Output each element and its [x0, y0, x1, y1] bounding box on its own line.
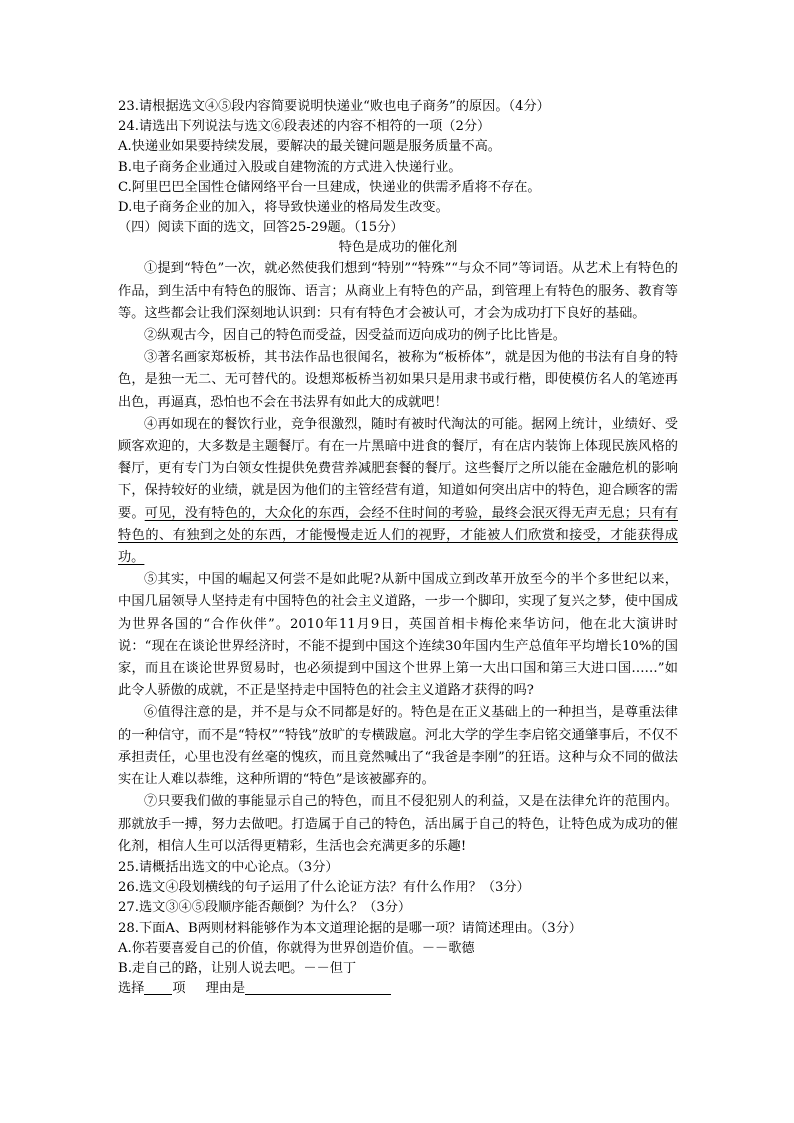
answer-reason-label: 理由是 — [205, 981, 246, 997]
answer-line — [118, 979, 678, 999]
article-paragraph-3: ③著名画家郑板桥，其书法作品也很闻名，被称为“板桥体”，就是因为他的书法有自身的特色，是独一无二、无可替代的。设想郑板桥当初如果只是用隶书或行楷，即使模仿名人的笔迹再出色，再逼真，恐怕也不会在书法界有如此大的成就吧！ — [118, 350, 678, 410]
question-24-option-c: C.阿里巴巴全国性仓储网络平台一旦建成，快递业的供需矛盾将不存在。 — [118, 179, 541, 195]
article-paragraph-1: ①提到“特色”一次，就必然使我们想到“特别”“特殊”“与众不同”等词语。从艺术上有特色的作品，到生活中有特色的服饰、语言；从商业上有特色的产品，到管理上有特色的服务、教育等等。这些都会让我们深刻地认识到：只有有特色才会被认可，才会为成功打下良好的基础。 — [118, 261, 678, 321]
answer-choice-blank[interactable] — [144, 980, 172, 995]
question-25: 25.请概括出选文的中心论点。（3分） — [118, 859, 339, 875]
article-paragraph-7: ⑦只要我们做的事能显示自己的特色，而且不侵犯别人的利益，又是在法律允许的范围内。那就放手一搏，努力去做吧。打造属于自己的特色，活出属于自己的特色，让特色成为成功的催化剂，相信人生可以活得更精彩，生活也会充满更多的乐趣! — [118, 794, 678, 854]
answer-reason-blank[interactable] — [245, 980, 391, 995]
article-paragraph-4 — [118, 414, 678, 569]
question-26: 26.选文④段划横线的句子运用了什么论证方法？有什么作用？（3分） — [118, 880, 530, 896]
question-24-option-b: B.电子商务企业通过入股或自建物流的方式进入快递行业。 — [118, 159, 462, 175]
paragraph-4-underlined-sentence: 可见，没有特色的，大众化的东西，会经不住时间的考验，最终会泯灭得无声无息；只有有特色的、有独到之处的东西，才能慢慢走近人们的视野，才能被人们欣赏和接受，才能获得成功。 — [118, 505, 679, 566]
article-paragraph-5: ⑤其实，中国的崛起又何尝不是如此呢?从新中国成立到改革开放至今的半个多世纪以来，中国几届领导人坚持走有中国特色的社会主义道路，一步一个脚印，实现了复兴之梦，使中国成为世界各国的“合作伙伴”。2010年11月9日，英国首相卡梅伦来华访问，他在北大演讲时说：“现在在谈论世界经济时，不能不提到中国这个连续30年国内生产总值年平均增长10%的国家，而且在谈论世界贸易时，也必须提到中国这个世界上第一大出口国和第三大进口国……”如此令人骄傲的成就，不正是坚持走中国特色的社会主义道路才获得的吗? — [118, 572, 678, 699]
question-24-option-a: A.快递业如果要持续发展，要解决的最关键问题是服务质量不高。 — [118, 139, 501, 155]
question-28: 28.下面A、B两则材料能够作为本文道理论据的是哪一项？请简述理由。（3分） — [118, 920, 582, 936]
question-27: 27.选文③④⑤段顺序能否颠倒？为什么？（3分） — [118, 900, 412, 916]
exam-page — [118, 97, 678, 999]
question-28-option-a: A.你若要喜爱自己的价值，你就得为世界创造价值。－－歌德 — [118, 940, 475, 956]
answer-choice-label: 选择 — [118, 981, 145, 997]
paragraph-4-text: ④再如现在的餐饮行业，竞争很激烈，随时有被时代淘汰的可能。据网上统计，业绩好、受顾客欢迎的，大多数是主题餐厅。有在一片黑暗中进食的餐厅，有在店内装饰上体现民族风格的餐厅，更有专门为白领女性提供免费营养减肥套餐的餐厅。这些餐厅之所以能在金融危机的影响下，保持较好的业绩，就是因为他们的主管经营有道，知道如何突出店中的特色，迎合顾客的需要。 — [118, 416, 678, 521]
section-4-intro: （四）阅读下面的选文，回答25-29题。（15分） — [118, 220, 404, 236]
article-paragraph-2: ②纵观古今，因自己的特色而受益，因受益而迈向成功的例子比比皆是。 — [144, 328, 566, 344]
question-28-option-b: B.走自己的路，让别人说去吧。－－但丁 — [118, 960, 357, 976]
question-24: 24.请选出下列说法与选文⑥段表述的内容不相符的一项（2分） — [118, 119, 491, 135]
question-24-option-d: D.电子商务企业的加入，将导致快递业的格局发生改变。 — [118, 200, 449, 216]
article-paragraph-6: ⑥值得注意的是，并不是与众不同都是好的。特色是在正义基础上的一种担当，是尊重法律的一种信守，而不是“特权”“特钱”放旷的专横跋扈。河北大学的学生李启铭交通肇事后，不仅不承担责任，心里也没有丝毫的愧疚，而且竟然喊出了“我爸是李刚”的狂语。这种与众不同的做法实在让人难以恭维，这种所谓的“特色”是该被鄙弃的。 — [118, 705, 678, 788]
article-title: 特色是成功的催化剂 — [338, 240, 458, 256]
question-23: 23.请根据选文④⑤段内容简要说明快递业“败也电子商务”的原因。（4分） — [118, 99, 550, 114]
answer-item-label: 项 — [172, 981, 186, 997]
